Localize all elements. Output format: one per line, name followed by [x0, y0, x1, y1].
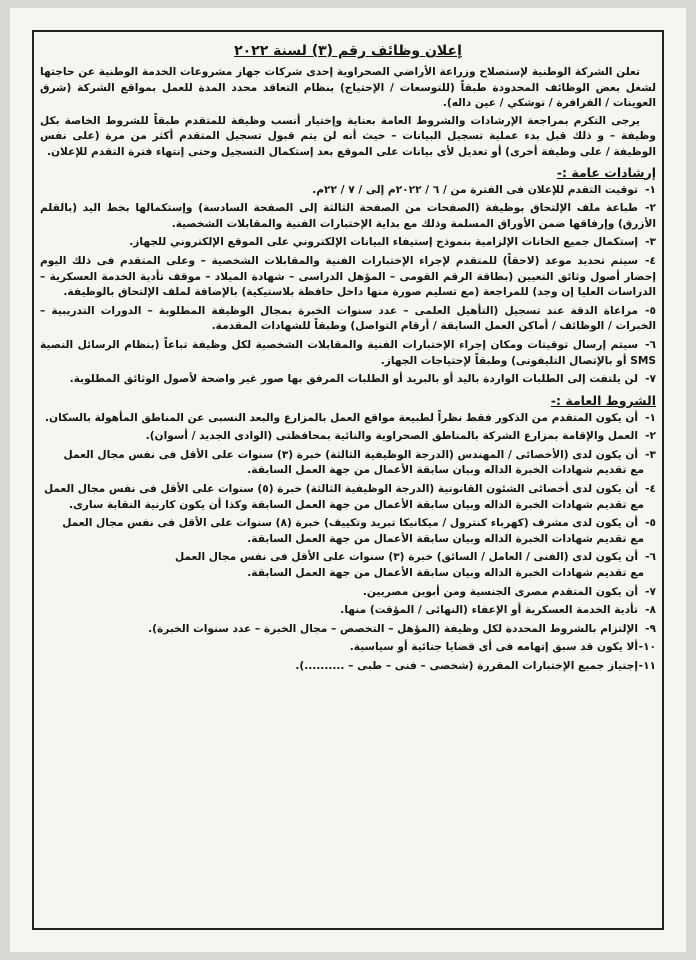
intro-paragraph: يرجى التكرم بمراجعة الإرشادات والشروط العامة بعناية وإختيار أنسب وظيفة للمتقدم طبقاً للشروط الخاصة بكل وظيفة – و ذلك قبل بدء عملية تسجيل البيانات – حيث أنه لن يتم قبول تسجيل المتقدم أكثر من مرة (على نفس الوظيفة / على وظيفة أخرى) أو تعديل لأى بيانات على الموقع بعد إستكمال التسجيل وحتى إنتهاء فترة التقدم للإعلان.	[40, 114, 656, 158]
item-text: تأدية الخدمة العسكرية أو الإعفاء (النهائى / المؤقت) منها.	[340, 604, 638, 617]
condition-item	[40, 516, 656, 547]
condition-item	[40, 659, 656, 675]
item-text: مراعاة الدقة عند تسجيل (التأهيل العلمى – عدد سنوات الخبرة بمجال الوظيفة المطلوبة – الدورات التدريبية – الخبرات / الوظائف / أماكن العمل السابقة / أرقام التواصل) وطبقاً للشهادات المقدمة.	[40, 304, 656, 333]
condition-item	[40, 622, 656, 638]
guidelines-heading: إرشادات عامة :-	[556, 164, 656, 180]
guideline-item	[40, 372, 656, 388]
item-text: الإلتزام بالشروط المحددة لكل وظيفة (المؤهل – التخصص – مجال الخبرة – عدد سنوات الخبرة).	[148, 622, 638, 635]
item-subtext: مع تقديم شهادات الخبرة الداله وبيان سابقة الأعمال من جهة العمل السابقة.	[247, 532, 644, 545]
announcement-title: إعلان وظائف رقم (٣) لسنة ٢٠٢٢	[234, 43, 462, 59]
item-text: لن يلتفت إلى الطلبات الواردة باليد أو بالبريد أو الطلبات المرفق بها صور غير واضحة لأصول الوثائق المطلوبة.	[69, 373, 638, 386]
item-text: ألا يكون قد سبق إتهامه فى أى قضايا جنائية أو سياسية.	[349, 641, 638, 654]
item-number: ٦-	[645, 551, 656, 564]
item-text: أن يكون لدى أخصائى الشئون القانونية (الدرجة الوظيفية الثالثة) خبرة (٥) سنوات على الأقل فى نفس مجال العمل	[43, 483, 638, 496]
item-number: ١٠-	[638, 641, 656, 654]
conditions-list	[40, 411, 656, 675]
guidelines-list	[40, 183, 656, 388]
item-number: ٣-	[645, 448, 656, 461]
item-text: أن يكون لدى مشرف (كهرباء كنترول / ميكانيكا تبريد وتكييف) خبرة (٨) سنوات على الأقل فى نفس مجال العمل	[62, 517, 638, 530]
item-number: ١-	[645, 183, 656, 196]
guideline-item	[40, 201, 656, 232]
guideline-item	[40, 304, 656, 335]
guideline-item	[40, 254, 656, 301]
item-subtext: مع تقديم شهادات الخبرة الداله وبيان سابقة الأعمال من جهة العمل السابقة وكذا أن يكون كارنية النقابة سارى.	[69, 498, 644, 511]
item-text: توقيت التقدم للإعلان فى الفترة من / ٦ / ٢٠٢٢م إلى / ٧ / ٢٢م.	[312, 183, 638, 196]
item-text: أن يكون لدى (الفنى / العامل / السائق) خبرة (٣) سنوات على الأقل فى نفس مجال العمل	[174, 551, 638, 564]
condition-item	[40, 603, 656, 619]
conditions-heading: الشروط العامة :-	[550, 392, 656, 408]
condition-item	[40, 640, 656, 656]
item-number: ٩-	[645, 622, 656, 635]
intro-paragraph: تعلن الشركة الوطنية لإستصلاح وزراعة الأراضي الصحراوية إحدى شركات جهاز مشروعات الخدمة الوطنية عن حاجتها لشغل بعض الوظائف المحدودة طبقاً (للتوسعات / الإحتياج) بنظام التعاقد محدد المدة للعمل بمواقع الشركة (شرق العوينات / الفرافرة / توشكي / عين داله).	[40, 66, 656, 110]
condition-item	[40, 550, 656, 581]
item-number: ٦-	[645, 338, 656, 351]
item-number: ١١-	[638, 660, 656, 672]
condition-item	[40, 585, 656, 601]
item-number: ٢-	[645, 202, 656, 215]
item-number: ٥-	[645, 517, 656, 530]
item-number: ٣-	[645, 236, 656, 249]
item-number: ٥-	[645, 304, 656, 317]
document-page	[10, 8, 686, 952]
condition-item	[40, 482, 656, 513]
item-number: ١-	[645, 411, 656, 424]
item-text: إستكمال جميع الخانات الإلزامية بنموذج إستيفاء البيانات الإلكتروني على الموقع الإلكتروني للجهاز.	[129, 236, 638, 249]
condition-item	[40, 411, 656, 427]
item-text: العمل والإقامة بمزارع الشركة بالمناطق الصحراوية والنائية بمحافظتى (الوادى الجديد / أسوان).	[145, 430, 638, 443]
item-subtext: مع تقديم شهادات الخبرة الداله وبيان سابقة الأعمال من جهة العمل السابقة.	[247, 464, 644, 477]
item-number: ٨-	[645, 604, 656, 617]
condition-item	[40, 429, 656, 445]
guideline-item	[40, 235, 656, 251]
item-text: طباعة ملف الإلتحاق بوظيفة (الصفحات من الصفحة الثالثة إلى الصفحة السادسة) وإستكمالها بخط اليد (بالقلم الأزرق) وإرفاقها ضمن الأوراق المسلمة وذلك مع بداية الإختبارات الفنية والمقابلات الشخصية.	[40, 202, 656, 230]
item-text: إجتياز جميع الإختبارات المقررة (شخصى – فنى – طبى – ..........).	[295, 660, 638, 672]
item-text: أن يكون المتقدم من الذكور فقط نظراً لطبيعة مواقع العمل بالمزارع والبعد النسبى عن المناطق المأهولة بالسكان.	[45, 411, 638, 424]
announcement-body	[40, 38, 656, 922]
item-number: ٧-	[645, 585, 656, 598]
item-text: سيتم تحديد موعد (لاحقاً) للمتقدم لإجراء الإختبارات الفنية والمقابلات الشخصية – وعلى المتقدم فى ذلك اليوم إحضار أصول وثائق التعيين (بطاقة الرقم القومى – المؤهل الدراسى – شهادة الميلاد – موقف تأدية الخدمة العسكرية – الدراسات العليا إن وجد) للمراجعة (مع تسليم صورة منها داخل حافظة بلاستيكية) بالإضافة لملف الإلتحاق بالوظيفة.	[40, 254, 656, 299]
guideline-item	[40, 338, 656, 369]
item-number: ٤-	[645, 254, 656, 267]
item-subtext: مع تقديم شهادات الخبرة الداله وبيان سابقة الأعمال من جهة العمل السابقة.	[247, 567, 644, 580]
item-text: أن يكون المتقدم مصرى الجنسية ومن أبوين مصريين.	[362, 585, 638, 598]
item-number: ٢-	[645, 430, 656, 443]
item-text: أن يكون لدى (الأخصائى / المهندس (الدرجة الوظيفية الثالثة) خبرة (٣) سنوات على الأقل فى نفس مجال العمل	[63, 448, 638, 461]
item-text: سيتم إرسال توقيتات ومكان إجراء الإختبارات الفنية والمقابلات الشخصية لكل وظيفة تباعاً (بنظام الرسائل النصية SMS أو بالإتصال التليفونى) وطبقاً لإحتياجات الجهاز.	[40, 338, 656, 367]
item-number: ٧-	[645, 373, 656, 386]
item-number: ٤-	[645, 483, 656, 496]
guideline-item	[40, 183, 656, 199]
condition-item	[40, 448, 656, 479]
